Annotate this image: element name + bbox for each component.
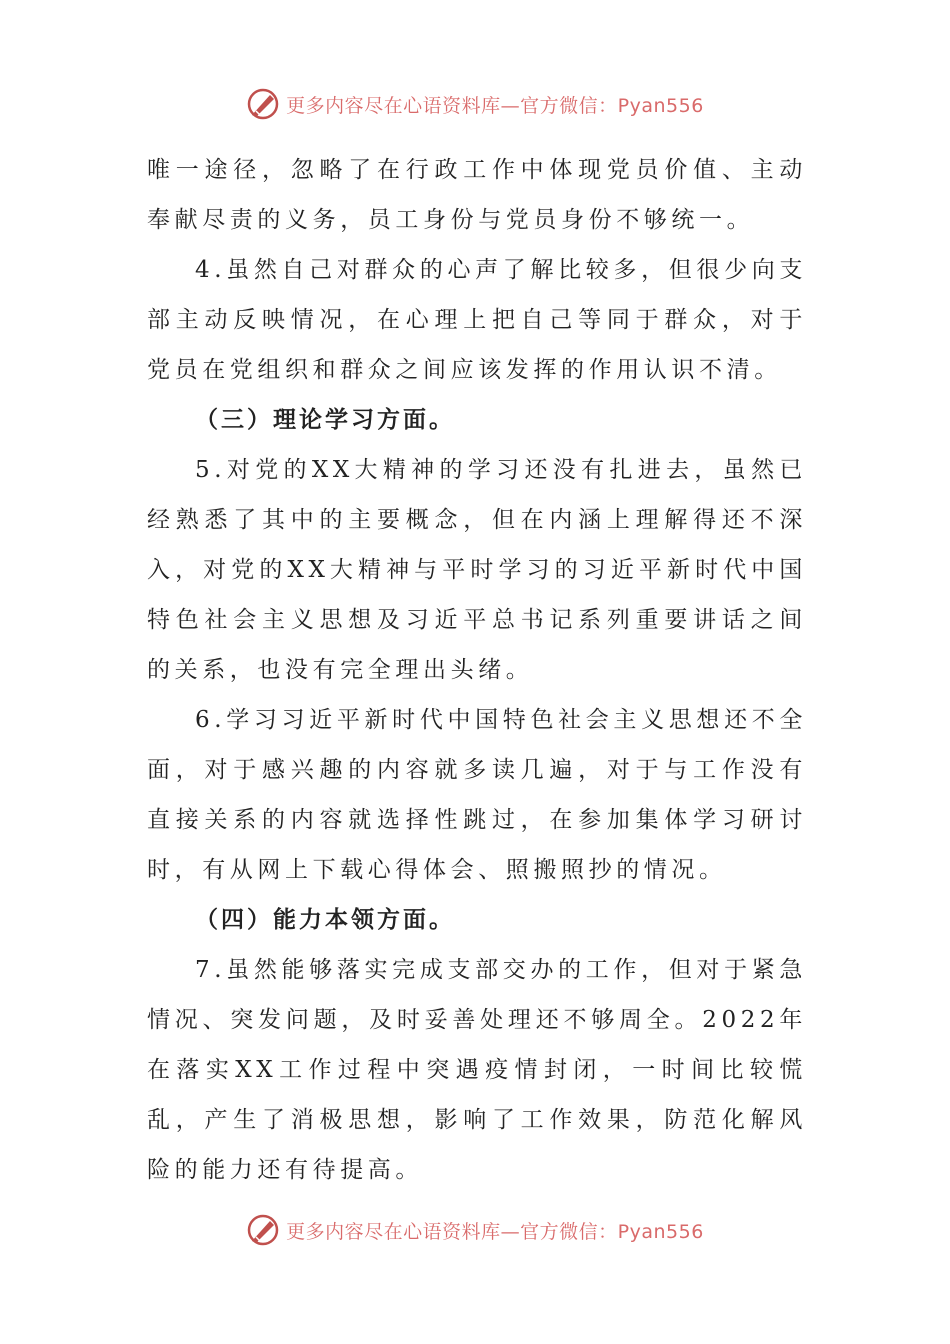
watermark-text: 更多内容尽在心语资料库—官方微信：Pyan556 (286, 94, 704, 117)
paragraph-item-4: 4.虽然自己对群众的心声了解比较多，但很少向支部主动反映情况，在心理上把自己等同于群众，对于党员在党组织和群众之间应该发挥的作用认识不清。 (147, 257, 807, 383)
paragraph-item-6: 6.学习习近平新时代中国特色社会主义思想还不全面，对于感兴趣的内容就多读几遍，对于与工作没有直接关系的内容就选择性跳过，在参加集体学习研讨时，有从网上下载心得体会、照搬照抄的情况。 (147, 707, 807, 883)
paragraph-continuation: 唯一途径，忽略了在行政工作中体现党员价值、主动奉献尽责的义务，员工身份与党员身份不够统一。 (147, 157, 807, 233)
footer-watermark (0, 1210, 950, 1250)
paragraph-item-7: 7.虽然能够落实完成支部交办的工作，但对于紧急情况、突发问题，及时妥善处理还不够周全。2022年在落实XX工作过程中突遇疫情封闭，一时间比较慌乱，产生了消极思想，影响了工作效果，防范化解风险的能力还有待提高。 (147, 957, 807, 1183)
pen-logo-icon (246, 87, 280, 121)
document-body (147, 145, 807, 1195)
paragraph-item-5: 5.对党的XX大精神的学习还没有扎进去，虽然已经熟悉了其中的主要概念，但在内涵上理解得还不深入，对党的XX大精神与平时学习的习近平新时代中国特色社会主义思想及习近平总书记系列重要讲话之间的关系，也没有完全理出头绪。 (147, 457, 807, 683)
pen-logo-icon (246, 1213, 280, 1247)
watermark-text: 更多内容尽在心语资料库—官方微信：Pyan556 (286, 1220, 704, 1243)
header-watermark (0, 84, 950, 124)
section-heading-4: （四）能力本领方面。 (195, 907, 455, 933)
section-heading-3: （三）理论学习方面。 (195, 407, 455, 433)
